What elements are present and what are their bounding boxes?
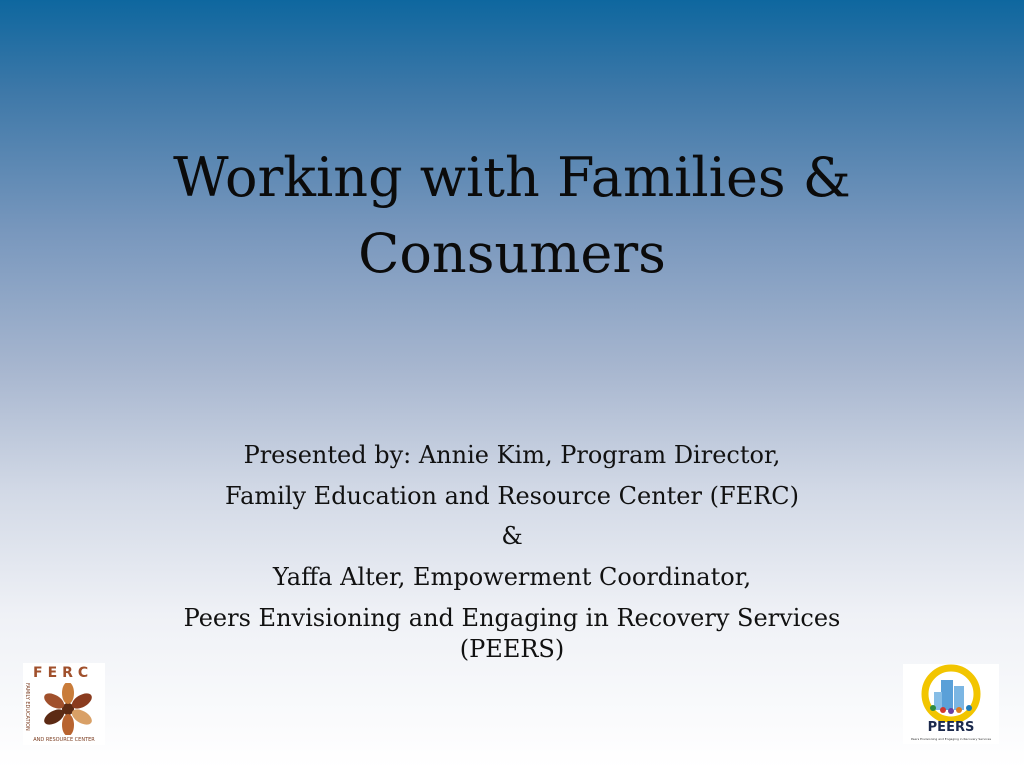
peers-tagline: Peers Envisioning and Engaging in Recovery Services xyxy=(910,737,992,741)
ferc-logo-letters: FERC xyxy=(33,665,94,681)
presenter-line-3: & xyxy=(501,522,523,551)
ferc-logo xyxy=(23,663,105,745)
presenter-line-4: Yaffa Alter, Empowerment Coordinator, xyxy=(272,563,752,592)
ferc-hands-icon xyxy=(37,683,99,735)
presenter-line-1: Presented by: Annie Kim, Program Director, xyxy=(243,441,781,469)
peers-wordmark: PEERS xyxy=(927,720,975,735)
presenter-block xyxy=(140,440,884,674)
slide-title xyxy=(120,140,904,291)
presenter-line-6: (PEERS) xyxy=(459,634,565,663)
peers-building-icon xyxy=(921,664,981,722)
ferc-logo-bottom-text: AND RESOURCE CENTER xyxy=(33,737,95,743)
ferc-logo-vertical-text: FAMILY EDUCATION xyxy=(24,683,30,731)
title-line-1: Working with Families & xyxy=(173,146,851,209)
peers-logo xyxy=(903,664,999,744)
presenter-line-5: Peers Envisioning and Engaging in Recovery Services xyxy=(183,603,841,632)
title-line-2: Consumers xyxy=(358,221,666,285)
presenter-line-2: Family Education and Resource Center (FERC) xyxy=(225,481,799,510)
